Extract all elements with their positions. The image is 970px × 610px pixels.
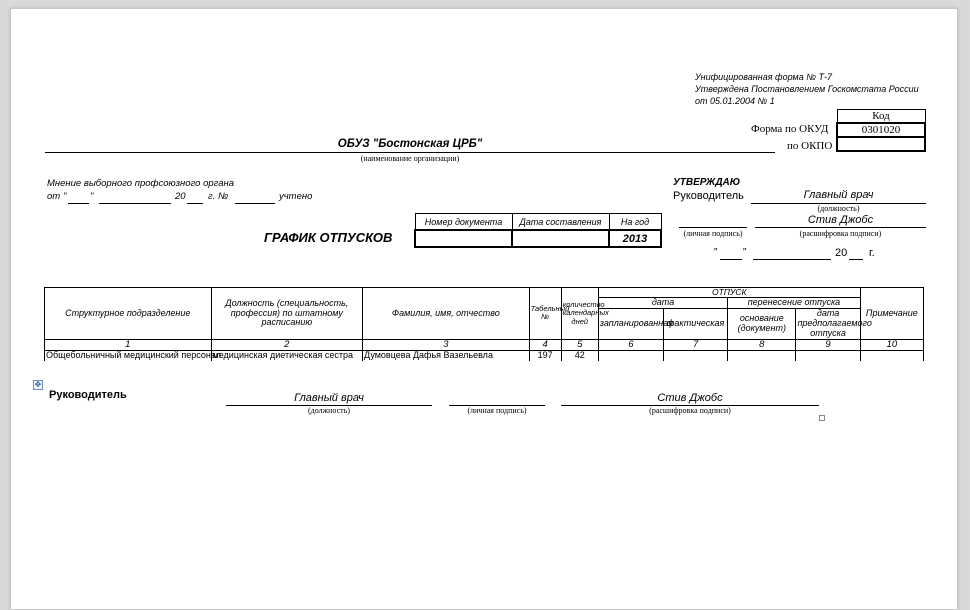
- approve-decode-caption: (расшифровка подписи): [799, 229, 882, 238]
- meta-col-year: На год: [609, 214, 661, 231]
- table-move-handle-icon[interactable]: ✥: [34, 380, 42, 389]
- organization-line: [45, 152, 775, 153]
- cell-note: [860, 351, 923, 362]
- cell-days: 42: [561, 351, 598, 362]
- union-quote-open: ": [63, 191, 67, 202]
- okpo-value: [837, 137, 925, 151]
- th-planned: запланированная: [598, 309, 663, 340]
- col-num-5: 5: [561, 339, 598, 350]
- okud-value: 0301020: [837, 123, 925, 137]
- col-num-8: 8: [728, 339, 796, 350]
- union-quote-close: ": [90, 191, 94, 202]
- footer-position: Главный врач: [294, 392, 364, 404]
- meta-date: [512, 230, 609, 247]
- approve-name: Стив Джобс: [807, 214, 874, 226]
- union-day-line: [68, 203, 89, 204]
- okud-label: Форма по ОКУД: [751, 123, 829, 135]
- approve-date-q1: ": [714, 247, 718, 258]
- form-header-line1: Унифицированная форма № Т-7: [695, 72, 832, 82]
- th-actual: фактическая: [664, 309, 728, 340]
- form-header: [695, 71, 919, 107]
- col-num-1: 1: [45, 339, 212, 350]
- approve-position: Главный врач: [803, 189, 874, 201]
- union-year-line: [187, 203, 203, 204]
- approve-date-year: 20: [835, 247, 848, 259]
- footer-position-caption: (должность): [308, 406, 350, 415]
- approve-date-g: г.: [869, 247, 875, 259]
- th-transfer: перенесение отпуска: [728, 298, 860, 309]
- union-number-line: [235, 203, 275, 204]
- col-num-9: 9: [796, 339, 860, 350]
- th-days: количество календарных дней: [561, 288, 598, 340]
- cell-basis: [728, 351, 796, 362]
- cell-expected: [796, 351, 860, 362]
- th-dept: Структурное подразделение: [45, 288, 212, 340]
- cell-actual: [664, 351, 728, 362]
- meta-col-date: Дата составления: [512, 214, 609, 231]
- footer-decode-caption: (расшифровка подписи): [649, 406, 731, 415]
- approve-position-caption: (должность): [817, 204, 860, 213]
- approve-title: УТВЕРЖДАЮ: [673, 177, 741, 188]
- th-basis: основание (документ): [728, 309, 796, 340]
- cell-name: Думовцева Дафья Вазельевла: [363, 351, 530, 362]
- doc-meta-table: [414, 213, 662, 248]
- approve-role: Руководитель: [673, 190, 744, 202]
- col-num-4: 4: [529, 339, 561, 350]
- col-num-2: 2: [211, 339, 363, 350]
- th-date: дата: [598, 298, 727, 309]
- codes-header: Код: [837, 110, 925, 124]
- th-expected: дата предполагаемого отпуска: [797, 308, 872, 339]
- cell-position: медицинская диетическая сестра: [211, 351, 363, 362]
- cell-planned: [598, 351, 663, 362]
- footer-role: Руководитель: [49, 389, 127, 401]
- approve-signature-caption: (личная подпись): [683, 229, 743, 238]
- document-page: [10, 8, 958, 610]
- footer-signature-caption: (личная подпись): [467, 406, 527, 415]
- document-title: ГРАФИК ОТПУСКОВ: [264, 230, 393, 245]
- approve-signature-line: [679, 227, 747, 228]
- union-ot: от: [47, 191, 61, 202]
- meta-year: 2013: [609, 230, 661, 247]
- approve-day-line: [720, 259, 742, 260]
- organization-caption: (наименование организации): [360, 154, 460, 163]
- meta-number: [415, 230, 512, 247]
- vacation-table: [44, 287, 924, 361]
- th-name: Фамилия, имя, отчество: [363, 288, 530, 340]
- okpo-label: по ОКПО: [787, 140, 833, 152]
- union-year: 20: [175, 191, 186, 202]
- union-month-line: [99, 203, 171, 204]
- union-g-no: г. №: [208, 191, 229, 202]
- approve-month-line: [753, 259, 831, 260]
- col-num-6: 6: [598, 339, 663, 350]
- table-resize-handle-icon[interactable]: [819, 415, 825, 421]
- union-uchteno: учтено: [279, 191, 313, 202]
- approve-year-line: [849, 259, 863, 260]
- col-num-3: 3: [363, 339, 530, 350]
- th-otpusk: ОТПУСК: [598, 288, 860, 298]
- table-row: [45, 351, 924, 362]
- col-num-7: 7: [664, 339, 728, 350]
- approve-name-line: [755, 227, 926, 228]
- col-num-10: 10: [860, 339, 923, 350]
- union-line1: Мнение выборного профсоюзного органа: [47, 178, 235, 189]
- approve-date-q2: ": [743, 247, 747, 258]
- codes-table: [836, 109, 926, 152]
- form-header-line2: Утверждена Постановлением Госкомстата России: [695, 84, 919, 94]
- footer-name: Стив Джобс: [657, 392, 723, 404]
- th-tab: Табельный №: [529, 288, 561, 340]
- meta-col-number: Номер документа: [415, 214, 512, 231]
- cell-tab: 197: [529, 351, 561, 362]
- form-header-line3: от 05.01.2004 № 1: [695, 96, 775, 106]
- organization-name: ОБУЗ "Бостонская ЦРБ": [337, 138, 483, 150]
- th-position: Должность (специальность, профессия) по штатному расписанию: [211, 288, 363, 340]
- th-note: Примечание: [860, 288, 923, 340]
- cell-dept: Общебольничный медицинский персонал: [46, 350, 222, 361]
